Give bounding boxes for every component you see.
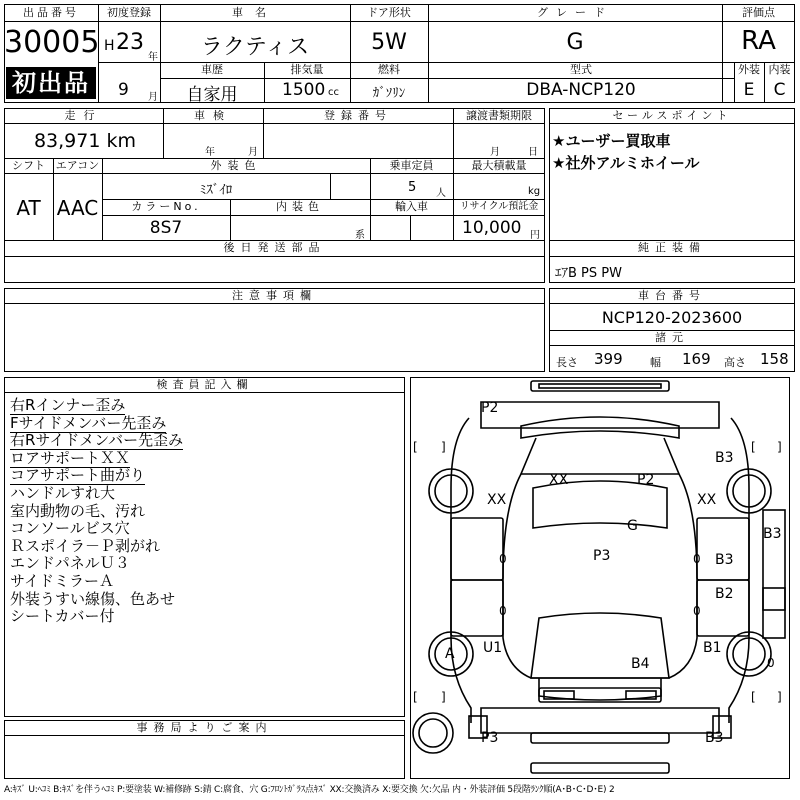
dmg-g: G (627, 518, 638, 534)
history: 自家用 (186, 85, 238, 105)
bracket-mark: ] (777, 440, 782, 454)
bracket-mark: ] (777, 690, 782, 704)
inspector-note: サイドミラーＡ (10, 572, 114, 590)
door-label: ドア形状 (367, 6, 411, 19)
dmg-xx-hood: XX (549, 472, 569, 488)
width: 169 (682, 350, 711, 368)
intcolor-label: 内装色 (276, 200, 324, 213)
score: RA (741, 26, 776, 56)
displacement-unit: cc (328, 87, 339, 98)
recycle-unit: 円 (530, 230, 540, 241)
sales-point: ★ユーザー買取車 (552, 132, 671, 150)
fuel-label: 燃料 (378, 63, 400, 76)
interior-label: 内装 (768, 63, 791, 76)
inspection-month-unit: 月 (248, 147, 258, 158)
inspector-note: エンドパネルＵ３ (10, 554, 130, 573)
legend: A:ｷｽﾞ U:ﾍｺﾐ B:ｷｽﾞを伴うﾍｺﾐ P:要塗装 W:補修跡 S:錆 C:腐食、穴 G:ﾌﾛﾝﾄｶﾞﾗｽ点ｷｽﾞ XX:交換済み X:要交換 欠:欠品 内・外装評価 5段階ﾗﾝｸ順(A･B･C･D･E) 2 (4, 785, 615, 795)
dmg-xx-right: XX (697, 492, 717, 508)
later-parts-label: 後日発送部品 (223, 241, 326, 254)
fuel: ｶﾞｿﾘﾝ (372, 86, 406, 101)
zero-mark: 0 (767, 656, 775, 670)
caution-label: 注意事項欄 (232, 289, 317, 302)
load-unit: kg (528, 186, 541, 197)
inspector-note: 右Rサイドメンバー先歪み (10, 431, 184, 450)
office-label: 事務局よりご案内 (136, 721, 273, 734)
inspector-note: 右Rインナー歪み (10, 396, 126, 414)
bracket-mark: ] (441, 440, 446, 454)
dmg-b3-bottom: B3 (705, 730, 724, 746)
inspector-label: 検査員記入欄 (156, 378, 253, 391)
dmg-b3-top-right: B3 (715, 450, 734, 466)
capacity: 5 (408, 180, 417, 195)
interior-score: C (773, 80, 786, 100)
dmg-a-wheel: A (445, 646, 455, 662)
ac: AAC (56, 196, 99, 220)
load-label: 最大積載量 (471, 159, 527, 172)
zero-mark: 0 (693, 552, 701, 566)
dmg-xx-left: XX (487, 492, 507, 508)
colorno-label: カラーNo. (131, 200, 201, 213)
transfer-month-unit: 月 (490, 147, 500, 158)
inspector-note: Fサイドメンバー先歪み (10, 413, 167, 432)
dmg-b2: B2 (715, 586, 734, 602)
color-label: 外装色 (210, 159, 262, 172)
height: 158 (760, 350, 789, 368)
bracket-mark: ] (441, 690, 446, 704)
width-label: 幅 (650, 356, 661, 369)
colorno: 8S7 (149, 218, 183, 238)
displacement: 1500 (282, 80, 326, 100)
equipment: ｴｱB PS PW (555, 266, 622, 281)
bracket-mark: [ (751, 690, 756, 704)
reg-year: 23 (116, 30, 144, 55)
recycle: 10,000 (462, 218, 522, 238)
length: 399 (594, 350, 623, 368)
shift: AT (16, 196, 41, 220)
sales-point: ★社外アルミホイール (552, 154, 700, 172)
score-label: 評価点 (742, 6, 775, 19)
transfer-label: 譲渡書類期限 (466, 109, 532, 122)
bracket-mark: [ (413, 440, 418, 454)
dmg-p2-hood: P2 (637, 472, 655, 488)
capacity-unit: 人 (436, 188, 446, 199)
inspector-note: Ｒスポイラ－Ｐ剥がれ (10, 536, 161, 555)
displacement-label: 排気量 (290, 63, 324, 76)
capacity-label: 乗車定員 (389, 159, 434, 172)
zero-mark: 0 (499, 604, 507, 618)
length-label: 長さ (556, 356, 578, 369)
inspection-year-unit: 年 (205, 147, 215, 158)
dmg-u1: U1 (483, 640, 503, 656)
first-time-badge: 初出品 (6, 67, 96, 99)
dmg-p3-bottom: P3 (481, 730, 499, 746)
car-diagram (410, 377, 790, 779)
dims-label: 諸元 (655, 331, 689, 344)
reg-month-unit: 月 (148, 92, 158, 103)
zero-mark: 0 (693, 604, 701, 618)
exterior-score: E (743, 80, 755, 100)
dmg-p2-top: P2 (481, 400, 499, 416)
inspector-note: コアサポート曲がり (10, 466, 146, 485)
car-outline (411, 378, 789, 778)
dmg-b4: B4 (631, 656, 650, 672)
chassis-label: 車台番号 (638, 289, 706, 302)
lot-no: 30005 (4, 25, 100, 60)
recycle-label: リサイクル預託金 (459, 201, 539, 212)
reg-era: H (104, 38, 115, 54)
inspector-note: 室内動物の毛、汚れ (10, 501, 146, 520)
name-label: 車名 (232, 6, 278, 19)
inspector-note: シートカバー付 (10, 607, 115, 626)
inspection-label: 車検 (194, 109, 232, 122)
chassis-number: NCP120-2023600 (601, 308, 743, 327)
mileage: 83,971 km (33, 130, 137, 152)
dmg-b1: B1 (703, 640, 722, 656)
inspector-note: ロアサポートＸＸ (10, 448, 131, 467)
history-label: 車歴 (201, 63, 223, 76)
equipment-label: 純正装備 (638, 241, 706, 254)
car-name: ラクティス (200, 35, 310, 60)
inspector-note: 外装うすい線傷、色あせ (10, 589, 176, 608)
lot-no-label: 出品番号 (23, 6, 79, 19)
inspector-note: コンソールビス穴 (10, 519, 130, 538)
grade: G (566, 30, 584, 55)
reg-month: 9 (118, 80, 129, 100)
bracket-mark: [ (413, 690, 418, 704)
import-label: 輸入車 (395, 200, 428, 213)
door-type: 5W (371, 30, 407, 55)
shift-label: シフト (12, 159, 45, 172)
grade-label: グレード (537, 6, 613, 19)
height-label: 高さ (724, 356, 746, 369)
sales-label: セールスポイント (612, 109, 732, 122)
color: ﾐｽﾞｲﾛ (199, 183, 233, 198)
zero-mark: 0 (499, 552, 507, 566)
inspector-note: ハンドルすれ大 (10, 484, 116, 502)
dmg-b3-mid: B3 (715, 552, 734, 568)
mileage-label: 走行 (64, 109, 103, 122)
reg-year-unit: 年 (148, 52, 158, 63)
dmg-p3-center: P3 (593, 548, 611, 564)
model: DBA-NCP120 (526, 80, 636, 100)
bracket-mark: [ (751, 440, 756, 454)
ac-label: エアコン (55, 159, 100, 172)
intcolor-unit: 系 (355, 230, 365, 241)
exterior-label: 外装 (738, 63, 760, 76)
transfer-day-unit: 日 (528, 147, 538, 158)
dmg-b3-right: B3 (763, 526, 782, 542)
regno-label: 登録番号 (324, 109, 392, 122)
reg-label: 初度登録 (107, 6, 151, 19)
model-label: 型式 (570, 63, 592, 76)
